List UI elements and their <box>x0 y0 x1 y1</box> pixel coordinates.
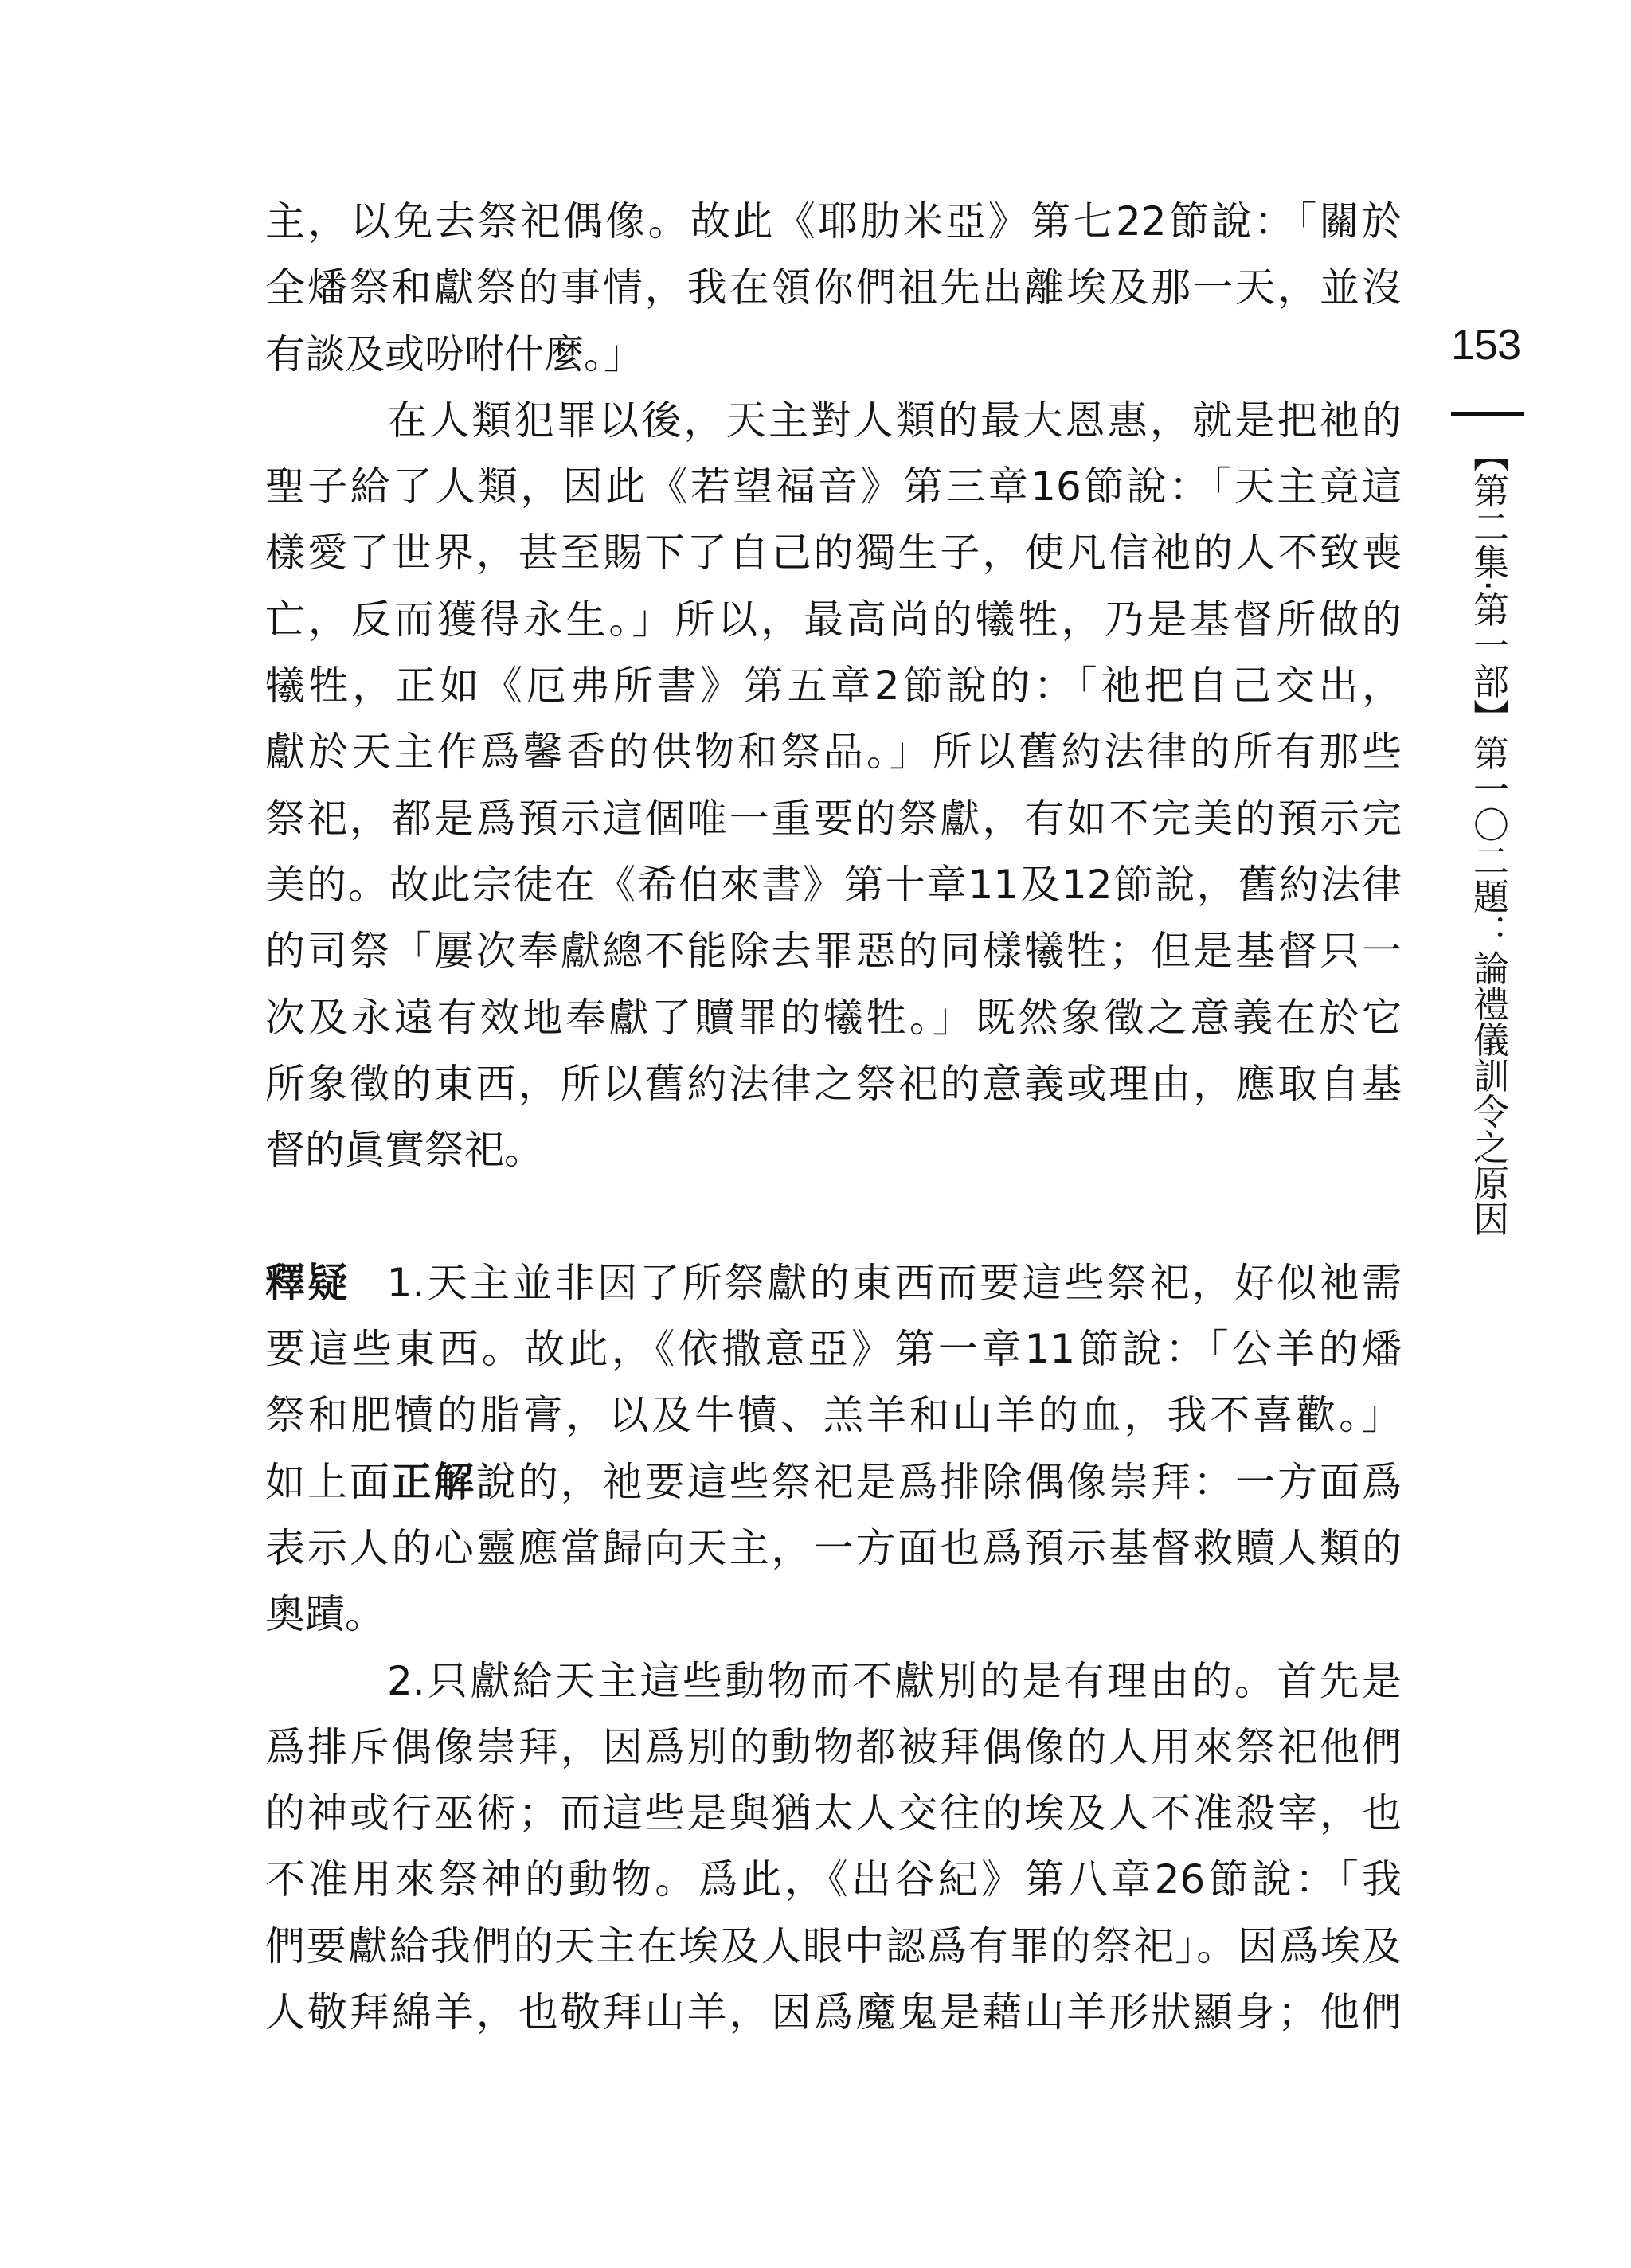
quoted-scripture: 公羊的燔 <box>1231 1326 1402 1373</box>
text-line <box>265 454 1402 520</box>
quoted-scripture: 們要獻給我們的天主在埃及人眼中認爲有罪的祭祀 <box>265 1922 1175 1969</box>
emphasis-term: 正解 <box>391 1458 476 1505</box>
text-line <box>265 1980 1402 2046</box>
text-line <box>265 1515 1402 1582</box>
header-rule <box>1451 412 1524 416</box>
text-line <box>265 719 1402 785</box>
text-segment: 爲排斥偶像崇拜，因爲別的動物都被拜偶像的人用來祭祀他們 <box>265 1723 1402 1770</box>
text-segment: 2.只獻給天主這些動物而不獻別的是有理由的。首先是 <box>387 1657 1402 1704</box>
quoted-scripture: 獻於天主作爲馨香的供物和祭品。 <box>265 729 890 776</box>
paragraph <box>265 189 1402 388</box>
text-segment: 」 <box>604 330 643 377</box>
quoted-scripture: 天主竟這 <box>1234 463 1402 510</box>
text-line <box>265 189 1402 255</box>
text-segment: 不准用來祭神的動物。爲此，《出谷紀》第八章26節說：「 <box>265 1856 1362 1903</box>
text-segment: 如上面 <box>265 1458 392 1505</box>
quoted-scripture: 祭和肥犢的脂膏，以及牛犢、羔羊和山羊的血，我不喜歡。 <box>265 1392 1362 1439</box>
text-segment: 1.天主並非因了所祭獻的東西而要這些祭祀，好似祂需 <box>386 1259 1402 1306</box>
paragraph-gap <box>265 1183 1402 1249</box>
quoted-scripture: 次及永遠有效地奉獻了贖罪的犧牲。 <box>265 994 933 1041</box>
text-line <box>265 786 1402 852</box>
text-line <box>265 1715 1402 1781</box>
text-segment: 」所以，最高尚的犧牲，乃是基督所做的 <box>632 596 1402 643</box>
text-line <box>265 1847 1402 1913</box>
text-line <box>265 1382 1402 1449</box>
text-segment: 說的，祂要這些祭祀是爲排除偶像崇拜：一方面爲 <box>475 1458 1402 1505</box>
quoted-scripture: 祂把自己交出， <box>1101 663 1402 710</box>
text-line <box>265 653 1402 719</box>
text-segment: 奧蹟。 <box>265 1591 385 1638</box>
quoted-scripture: 樣愛了世界，甚至賜下了自己的獨生子，使凡信祂的人不致喪 <box>265 530 1402 577</box>
text-line <box>265 587 1402 653</box>
running-header: 【第二集·第一部】第一〇二題：論禮儀訓令之原因 <box>1467 436 1509 1237</box>
quoted-scripture: 我 <box>1362 1856 1402 1903</box>
text-segment: 美的。故此宗徒在《希伯來書》第十章11及12節說，舊約法律 <box>265 861 1402 908</box>
text-segment: 督的眞實祭祀。 <box>265 1127 544 1174</box>
section-label: 釋疑 <box>265 1259 350 1306</box>
text-line <box>265 1449 1402 1515</box>
text-segment: 犧牲，正如《厄弗所書》第五章2節說的：「 <box>265 663 1101 710</box>
text-segment: 」 <box>1362 1392 1402 1439</box>
text-segment: 要這些東西。故此，《依撒意亞》第一章11節說：「 <box>265 1326 1232 1373</box>
text-segment: 在人類犯罪以後，天主對人類的最大恩惠，就是把祂的 <box>387 397 1402 444</box>
text-segment: 」既然象徵之意義在於它 <box>932 994 1402 1041</box>
text-line <box>265 1051 1402 1117</box>
text-line <box>265 1914 1402 1980</box>
text-line <box>265 1648 1402 1715</box>
text-segment: 的司祭「 <box>265 928 434 975</box>
text-line <box>265 1781 1402 1847</box>
text-line <box>265 985 1402 1051</box>
quoted-scripture: 屢次奉獻總不能除去罪惡的同樣犧牲；但是基督只一 <box>433 928 1402 975</box>
text-segment: 聖子給了人類，因此《若望福音》第三章16節說：「 <box>265 463 1234 510</box>
text-line <box>265 388 1402 454</box>
text-segment: 的神或行巫術；而這些是與猶太人交往的埃及人不准殺宰，也 <box>265 1790 1402 1837</box>
body-text <box>265 189 1402 2046</box>
paragraph <box>265 1648 1402 2047</box>
paragraph <box>265 1250 1402 1648</box>
page-number: 153 <box>1451 321 1521 369</box>
text-segment: 人敬拜綿羊，也敬拜山羊，因爲魔鬼是藉山羊形狀顯身；他們 <box>265 1989 1402 2036</box>
quoted-scripture: 亡，反而獲得永生。 <box>265 596 632 643</box>
text-line <box>265 852 1402 918</box>
text-segment: 主，以免去祭祀偶像。故此《耶肋米亞》第七22節說：「 <box>265 198 1320 244</box>
text-line <box>265 255 1402 321</box>
paragraph <box>265 388 1402 1184</box>
text-segment: 」。因爲埃及 <box>1175 1922 1402 1969</box>
quoted-scripture: 有談及或吩咐什麼。 <box>265 330 604 377</box>
text-line <box>265 322 1402 388</box>
quoted-scripture: 關於 <box>1319 198 1402 244</box>
quoted-scripture: 全燔祭和獻祭的事情，我在領你們祖先出離埃及那一天，並沒 <box>265 264 1402 311</box>
text-segment: 」所以舊約法律的所有那些 <box>889 729 1402 776</box>
text-line <box>265 1117 1402 1183</box>
text-line <box>265 520 1402 586</box>
text-segment: 祭祀，都是爲預示這個唯一重要的祭獻，有如不完美的預示完 <box>265 795 1402 842</box>
text-segment: 所象徵的東西，所以舊約法律之祭祀的意義或理由，應取自基 <box>265 1060 1402 1107</box>
text-line <box>265 1316 1402 1382</box>
text-line <box>265 1250 1402 1316</box>
text-line <box>265 1582 1402 1648</box>
text-line <box>265 918 1402 984</box>
text-segment: 表示人的心靈應當歸向天主，一方面也爲預示基督救贖人類的 <box>265 1524 1402 1571</box>
